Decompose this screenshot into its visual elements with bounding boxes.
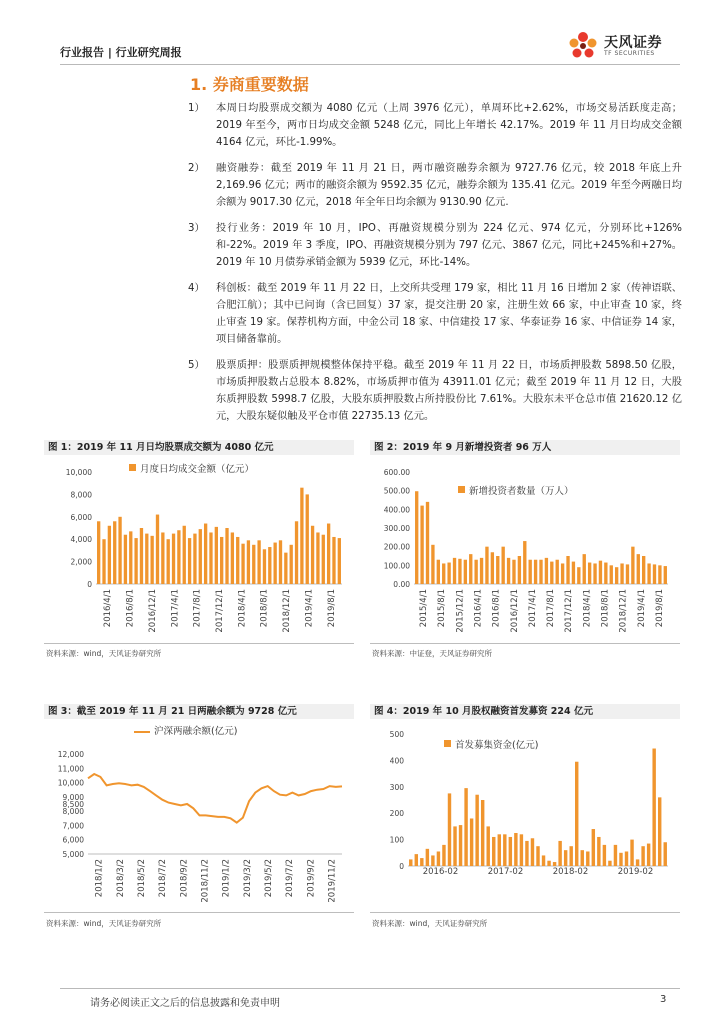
bar xyxy=(507,558,510,584)
chart-new-investors xyxy=(370,460,680,640)
bar xyxy=(485,547,488,584)
bar xyxy=(614,845,617,866)
bar xyxy=(145,534,148,584)
figure-title: 图 3：截至 2019 年 11 月 21 日两融余额为 9728 亿元 xyxy=(44,704,354,719)
bar xyxy=(564,850,567,866)
chart-margin-balance xyxy=(44,724,354,904)
y-tick-label: 11,000 xyxy=(57,764,84,774)
bar xyxy=(172,534,175,584)
bar xyxy=(620,563,623,584)
x-tick-label: 2018/9/2 xyxy=(179,859,190,898)
y-tick-label: 9,000 xyxy=(62,792,84,802)
figure-source: 资料来源：wind，天风证券研究所 xyxy=(46,919,162,928)
item-number: 3） xyxy=(188,223,205,234)
x-tick-label: 2017/4/1 xyxy=(527,589,538,628)
figure-divider xyxy=(44,912,354,913)
x-tick-label: 2017/8/1 xyxy=(192,589,203,628)
x-tick-label: 2019/7/2 xyxy=(285,859,296,898)
section-title: 1. 券商重要数据 xyxy=(190,75,309,94)
bar xyxy=(556,560,559,584)
bar xyxy=(316,532,319,584)
x-tick-label: 2019/4/1 xyxy=(304,589,315,628)
bar xyxy=(529,560,532,584)
bar xyxy=(658,797,661,866)
y-tick-label: 6,000 xyxy=(62,835,84,845)
y-tick-label: 8,500 xyxy=(62,800,84,809)
y-tick-label: 10,000 xyxy=(65,468,92,477)
bar xyxy=(442,563,445,584)
x-tick-label: 2018/4/1 xyxy=(237,589,248,628)
bar xyxy=(615,567,618,584)
y-tick-label: 0.00 xyxy=(393,580,410,589)
item-text: 本周日均股票成交额为 4080 亿元（上周 3976 亿元），单周环比+2.62%，市场交易活跃度走高；2019 年至今，两市日均成交金额 5248 亿元，同比上年增长 42.17%。2019 年 11 月日均成交金额 4164 亿元，环比-1.99%。 xyxy=(216,103,682,148)
legend-label: 首发募集资金(亿元) xyxy=(455,740,539,751)
y-tick-label: 5,000 xyxy=(62,850,84,859)
bar xyxy=(647,563,650,584)
x-tick-label: 2018/8/1 xyxy=(600,589,611,628)
bar xyxy=(437,851,440,866)
figure-3 xyxy=(44,704,354,934)
x-tick-label: 2018/4/1 xyxy=(582,589,593,628)
figure-title: 图 2：2019 年 9 月新增投资者 96 万人 xyxy=(370,440,680,455)
bar xyxy=(311,526,314,584)
bar xyxy=(241,544,244,584)
x-tick-label: 2019/1/2 xyxy=(221,859,232,898)
bar xyxy=(459,825,462,866)
bar xyxy=(284,553,287,584)
bar xyxy=(252,545,255,584)
figure-divider xyxy=(370,643,680,644)
bar xyxy=(588,563,591,584)
bar xyxy=(520,834,523,866)
bar xyxy=(523,541,526,584)
bar xyxy=(474,560,477,584)
bar xyxy=(558,841,561,866)
bar xyxy=(486,826,489,866)
bar xyxy=(652,749,655,866)
x-tick-label: 2019/8/1 xyxy=(326,589,337,628)
x-tick-label: 2016-02 xyxy=(422,867,459,877)
bar xyxy=(231,532,234,584)
bar xyxy=(518,556,521,584)
x-tick-label: 2018/11/2 xyxy=(200,859,211,903)
bar xyxy=(167,539,170,584)
bar xyxy=(561,563,564,584)
legend-label: 月度日均成交金额（亿元） xyxy=(140,464,255,475)
list-item xyxy=(186,357,682,425)
footer-disclaimer: 请务必阅读正文之后的信息披露和免责申明 xyxy=(90,998,280,1009)
bar xyxy=(458,559,461,584)
figure-source: 资料来源：中证登，天风证券研究所 xyxy=(372,649,492,658)
y-tick-label: 10,000 xyxy=(57,778,84,788)
bar xyxy=(215,527,218,584)
bar xyxy=(431,855,434,866)
bar xyxy=(177,530,180,584)
bar xyxy=(604,563,607,584)
y-tick-label: 600.00 xyxy=(383,468,410,477)
bar xyxy=(327,524,330,584)
chart-daily-turnover xyxy=(44,460,354,640)
bar xyxy=(647,844,650,866)
chart-ipo-funds xyxy=(370,724,680,904)
bar xyxy=(630,840,633,866)
x-tick-label: 2018/8/1 xyxy=(259,589,270,628)
list-item xyxy=(186,220,682,271)
header-title: 行业报告 | 行业研究周报 xyxy=(60,46,182,59)
header-divider xyxy=(60,64,680,65)
bar xyxy=(140,528,143,584)
item-text: 股票质押：股票质押规模整体保持平稳。截至 2019 年 11 月 22 日，市场质押股数 5898.50 亿股，市场质押股数占总股本 8.82%，市场质押市值为 43911.01 亿元；截至 2019 年 11 月 12 日，大股东质押股数 5998.7 亿股，大股东质押股数占所持股份比 7.61%。大股东未平仓总市值 21620.12 亿元，大股东疑似触及平仓市值 22735.13 亿元。 xyxy=(216,360,682,422)
y-tick-label: 7,000 xyxy=(62,821,84,831)
bar xyxy=(464,788,467,866)
bar xyxy=(204,524,207,584)
bar xyxy=(503,834,506,866)
bar xyxy=(572,562,575,584)
legend-label: 新增投资者数量（万人） xyxy=(469,486,574,497)
bar xyxy=(586,851,589,866)
bar xyxy=(183,526,186,584)
bar xyxy=(437,560,440,584)
x-tick-label: 2018/12/1 xyxy=(282,589,293,633)
bar xyxy=(306,494,309,584)
x-tick-label: 2019/4/1 xyxy=(636,589,647,628)
figure-divider xyxy=(370,912,680,913)
bar xyxy=(525,841,528,866)
bar xyxy=(481,800,484,866)
bar xyxy=(501,547,504,584)
item-number: 5） xyxy=(188,360,205,371)
bar xyxy=(512,560,515,584)
x-tick-label: 2018/12/1 xyxy=(618,589,629,633)
y-tick-label: 6,000 xyxy=(70,512,92,522)
bar xyxy=(322,535,325,584)
bar xyxy=(129,531,132,584)
x-tick-label: 2017/8/1 xyxy=(546,589,557,628)
legend-swatch xyxy=(444,740,451,747)
bar xyxy=(498,834,501,866)
list-item xyxy=(186,160,682,211)
bar xyxy=(641,846,644,866)
bar xyxy=(295,521,298,584)
bar xyxy=(569,846,572,866)
bar xyxy=(268,547,271,584)
x-tick-label: 2017/12/1 xyxy=(564,589,575,633)
bar xyxy=(653,564,656,584)
bar xyxy=(188,538,191,584)
bar xyxy=(577,567,580,584)
figure-title: 图 1：2019 年 11 月日均股票成交额为 4080 亿元 xyxy=(44,440,354,455)
x-tick-label: 2015/8/1 xyxy=(437,589,448,628)
bar xyxy=(475,795,478,866)
bar xyxy=(236,537,239,584)
y-tick-label: 400 xyxy=(389,756,404,766)
bar xyxy=(279,540,282,584)
bar xyxy=(496,556,499,584)
bar xyxy=(470,818,473,866)
figure-source: 资料来源：wind，天风证券研究所 xyxy=(372,919,488,928)
x-tick-label: 2015/4/1 xyxy=(419,589,430,628)
bar xyxy=(220,537,223,584)
bar xyxy=(509,837,512,866)
footer-divider xyxy=(60,988,680,989)
logo-flower-icon xyxy=(566,30,600,62)
bar xyxy=(102,539,105,584)
bar xyxy=(338,538,341,584)
bar xyxy=(581,850,584,866)
bar xyxy=(332,537,335,584)
bar xyxy=(534,560,537,584)
y-tick-label: 200.00 xyxy=(383,542,410,552)
y-tick-label: 0 xyxy=(399,862,404,871)
bar xyxy=(426,502,429,584)
bar xyxy=(664,566,667,584)
bar xyxy=(415,854,418,866)
bar xyxy=(514,833,517,866)
x-tick-label: 2019-02 xyxy=(617,867,654,877)
bar xyxy=(610,565,613,584)
bar xyxy=(97,521,100,584)
bar xyxy=(447,563,450,584)
x-tick-label: 2016/4/1 xyxy=(103,589,114,628)
bar xyxy=(247,540,250,584)
bar xyxy=(290,545,293,584)
bar xyxy=(469,554,472,584)
x-tick-label: 2018/5/2 xyxy=(136,859,147,898)
bar xyxy=(124,535,127,584)
bar xyxy=(583,554,586,584)
figure-source: 资料来源：wind，天风证券研究所 xyxy=(46,649,162,658)
figure-title: 图 4：2019 年 10 月股权融资首发募资 224 亿元 xyxy=(370,704,680,719)
bar xyxy=(448,793,451,866)
y-tick-label: 2,000 xyxy=(70,557,92,567)
bar xyxy=(464,560,467,584)
item-number: 1） xyxy=(188,103,205,114)
bar xyxy=(625,851,628,866)
bar xyxy=(453,558,456,584)
x-tick-label: 2018/1/2 xyxy=(94,859,105,898)
x-tick-label: 2019/8/1 xyxy=(654,589,665,628)
figure-2 xyxy=(370,440,680,665)
bar xyxy=(300,488,303,584)
y-tick-label: 100 xyxy=(389,835,404,845)
x-tick-label: 2018-02 xyxy=(552,867,589,877)
logo-subtitle: TF SECURITIES xyxy=(604,50,655,57)
bar xyxy=(542,855,545,866)
y-tick-label: 500 xyxy=(389,730,404,739)
bar xyxy=(257,540,260,584)
bar xyxy=(664,842,667,866)
bar xyxy=(442,845,445,866)
x-tick-label: 2019/11/2 xyxy=(327,859,338,903)
item-text: 科创板：截至 2019 年 11 月 22 日，上交所共受理 179 家，相比 11 月 16 日增加 2 家（传神语联、合肥江航）；其中已问询（含已回复）37 家，提交注册 20 家，注册生效 66 家，中止审查 10 家，终止审查 19 家。保荐机构方面，中金公司 18 家、中信建投 17 家、华泰证券 16 家、中信证券 14 家，项目储备靠前。 xyxy=(216,283,682,345)
bar xyxy=(545,558,548,584)
logo-name: 天风证券 xyxy=(604,35,662,51)
bar xyxy=(409,859,412,866)
bar xyxy=(631,547,634,584)
bar xyxy=(599,561,602,584)
legend-swatch xyxy=(129,464,136,471)
x-tick-label: 2016/12/1 xyxy=(509,589,520,633)
x-tick-label: 2018/3/2 xyxy=(115,859,126,898)
bar xyxy=(209,532,212,584)
item-number: 2） xyxy=(188,163,205,174)
y-tick-label: 400.00 xyxy=(383,505,410,515)
legend-label: 沪深两融余额(亿元) xyxy=(154,726,238,737)
bar xyxy=(108,526,111,584)
bar xyxy=(492,837,495,866)
x-tick-label: 2019/3/2 xyxy=(242,859,253,898)
x-tick-label: 2019/9/2 xyxy=(306,859,317,898)
bar xyxy=(134,538,137,584)
bar xyxy=(539,560,542,584)
x-tick-label: 2016/8/1 xyxy=(491,589,502,628)
bar xyxy=(118,517,121,584)
bar xyxy=(536,846,539,866)
bar xyxy=(161,532,164,584)
bar xyxy=(637,554,640,584)
bar xyxy=(193,534,196,584)
x-tick-label: 2019/5/2 xyxy=(263,859,274,898)
x-tick-label: 2017-02 xyxy=(487,867,524,877)
y-tick-label: 500.00 xyxy=(383,486,410,496)
bar xyxy=(453,826,456,866)
bar xyxy=(225,528,228,584)
y-tick-label: 200 xyxy=(389,809,404,819)
bar xyxy=(420,506,423,584)
bar xyxy=(575,762,578,866)
bar xyxy=(636,859,639,866)
figure-1 xyxy=(44,440,354,665)
bar xyxy=(642,556,645,584)
y-tick-label: 4,000 xyxy=(70,535,92,545)
y-tick-label: 8,000 xyxy=(62,807,84,817)
x-tick-label: 2016/8/1 xyxy=(125,589,136,628)
y-tick-label: 300.00 xyxy=(383,524,410,533)
bar xyxy=(420,858,423,866)
bar xyxy=(547,861,550,866)
bar xyxy=(593,563,596,584)
bar xyxy=(608,861,611,866)
bar xyxy=(273,543,276,584)
bar xyxy=(603,845,606,866)
list-item xyxy=(186,280,682,348)
legend-swatch xyxy=(458,486,465,493)
series-line xyxy=(88,774,342,823)
y-tick-label: 8,000 xyxy=(70,490,92,500)
y-tick-label: 0 xyxy=(87,580,92,589)
bar xyxy=(553,862,556,866)
item-number: 4） xyxy=(188,283,205,294)
y-tick-label: 12,000 xyxy=(57,750,84,759)
bar xyxy=(113,521,116,584)
bar xyxy=(431,545,434,584)
bar xyxy=(426,849,429,866)
bar xyxy=(531,838,534,866)
figure-4 xyxy=(370,704,680,934)
figure-divider xyxy=(44,643,354,644)
company-logo xyxy=(566,30,686,62)
item-text: 融资融券：截至 2019 年 11 月 21 日，两市融资融券余额为 9727.76 亿元，较 2018 年底上升 2,169.96 亿元；两市的融资余额为 9592.35 亿元，融券余额为 135.41 亿元。2019 年至今两融日均余额为 9017.30 亿元，2018 年全年日均余额为 9130.90 亿元. xyxy=(216,163,682,208)
bar xyxy=(199,529,202,584)
bar xyxy=(150,536,153,584)
bar xyxy=(491,552,494,584)
bar xyxy=(597,837,600,866)
x-tick-label: 2015/12/1 xyxy=(455,589,466,633)
y-tick-label: 100.00 xyxy=(383,561,410,571)
bar xyxy=(263,549,266,584)
x-tick-label: 2016/4/1 xyxy=(473,589,484,628)
y-tick-label: 300 xyxy=(389,782,404,792)
bar xyxy=(592,829,595,866)
bar xyxy=(658,565,661,584)
x-tick-label: 2017/4/1 xyxy=(170,589,181,628)
bar xyxy=(156,515,159,584)
bar xyxy=(480,558,483,584)
item-text: 投行业务：2019 年 10 月，IPO、再融资规模分别为 224 亿元、974 亿元，分别环比+126%和-22%。2019 年 3 季度，IPO、再融资规模分别为 797 亿元、3867 亿元，同比+245%和+27%。2019 年 10 月债券承销金额为 5939 亿元，环比-14%。 xyxy=(216,223,682,268)
x-tick-label: 2017/12/1 xyxy=(215,589,225,633)
bar xyxy=(550,562,553,584)
bar xyxy=(619,853,622,866)
key-data-list xyxy=(186,100,682,434)
bar xyxy=(626,564,629,584)
x-tick-label: 2016/12/1 xyxy=(147,589,158,633)
bar xyxy=(566,556,569,584)
page-number: 3 xyxy=(660,994,667,1005)
x-tick-label: 2018/7/2 xyxy=(158,859,169,898)
bar xyxy=(415,491,418,584)
list-item xyxy=(186,100,682,151)
